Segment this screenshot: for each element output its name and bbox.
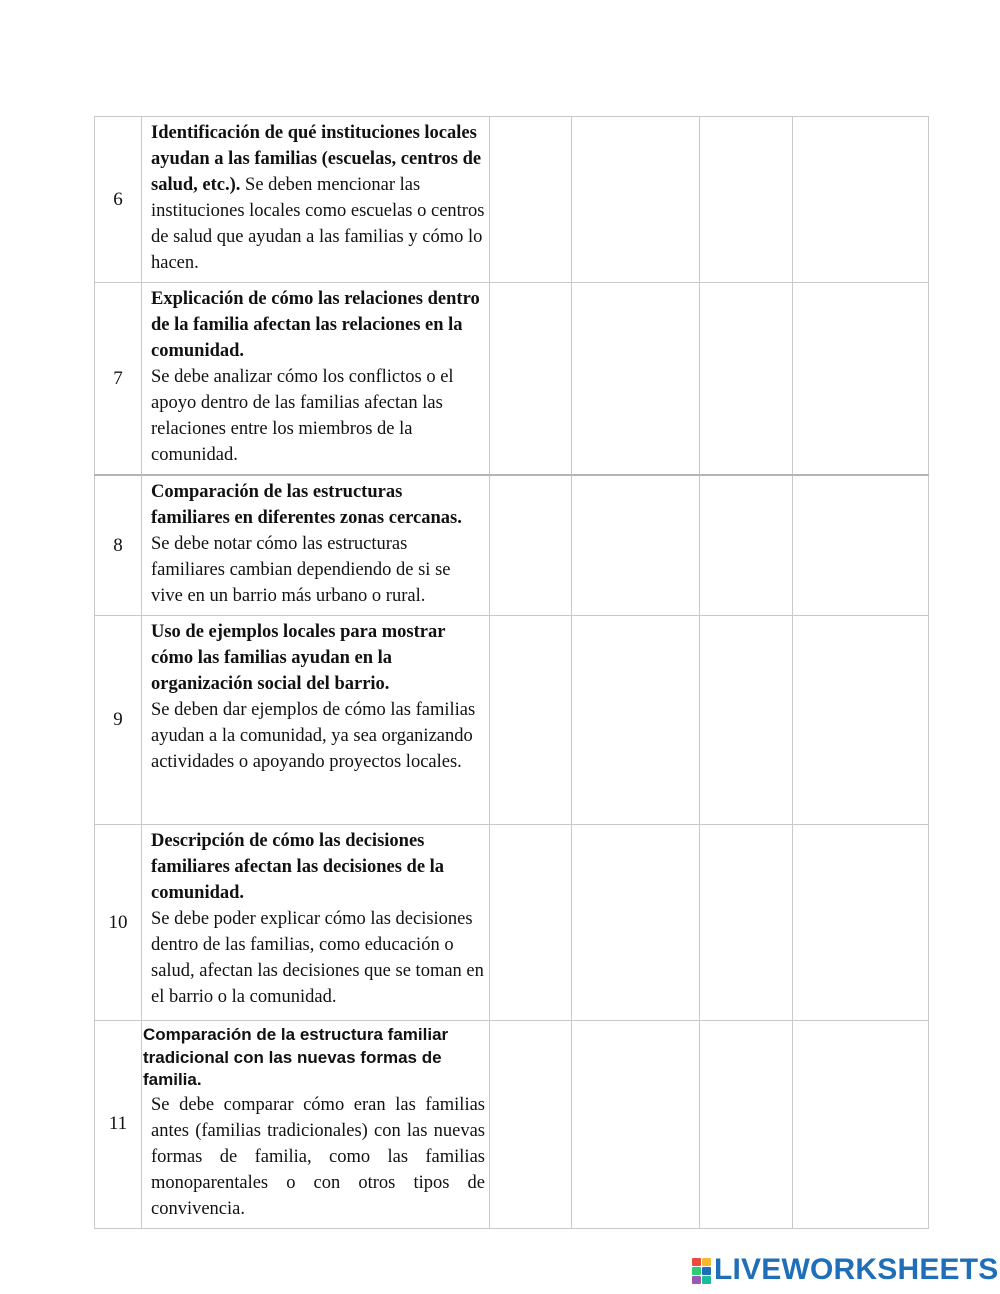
logo-tile (692, 1258, 701, 1266)
table-row (95, 1021, 929, 1229)
score-cell[interactable] (700, 616, 793, 825)
score-cell[interactable] (490, 825, 572, 1021)
table-row (95, 616, 929, 825)
criterion-body: Se debe poder explicar cómo las decisiones dentro de las familias, como educación o salud, afectan las decisiones que se toman en el barrio o la comunidad. (151, 909, 484, 1007)
score-cell[interactable] (490, 616, 572, 825)
criterion-title: Comparación de las estructuras familiares en diferentes zonas cercanas. (151, 482, 462, 528)
criterion-number: 10 (95, 825, 142, 1021)
score-cell[interactable] (700, 283, 793, 476)
criterion-title: Identificación de qué instituciones locales ayudan a las familias (escuelas, centros de salud, etc.). (151, 123, 482, 195)
logo-text: LIVEWORKSHEETS (714, 1253, 999, 1286)
rubric-table (94, 116, 929, 1229)
table-row (95, 475, 929, 616)
score-cell[interactable] (700, 475, 793, 616)
score-cell[interactable] (572, 825, 700, 1021)
criterion-number: 8 (95, 475, 142, 616)
score-cell[interactable] (793, 616, 929, 825)
score-cell[interactable] (700, 825, 793, 1021)
criterion-description (142, 475, 490, 616)
criterion-description (142, 283, 490, 476)
score-cell[interactable] (793, 475, 929, 616)
criterion-description (142, 117, 490, 283)
score-cell[interactable] (490, 475, 572, 616)
score-cell[interactable] (793, 283, 929, 476)
criterion-title: Explicación de cómo las relaciones dentro de la familia afectan las relaciones en la comunidad. (151, 289, 480, 361)
score-cell[interactable] (793, 1021, 929, 1229)
logo-tile (702, 1258, 711, 1266)
criterion-description (142, 1021, 490, 1229)
criterion-number: 9 (95, 616, 142, 825)
criterion-description (142, 616, 490, 825)
score-cell[interactable] (700, 117, 793, 283)
liveworksheets-logo (692, 1253, 999, 1286)
score-cell[interactable] (572, 616, 700, 825)
criterion-title: Comparación de la estructura familiar tradicional con las nuevas formas de familia. (143, 1025, 449, 1089)
score-cell[interactable] (572, 283, 700, 476)
criterion-body: Se deben dar ejemplos de cómo las familias ayudan a la comunidad, ya sea organizando actividades o apoyando proyectos locales. (151, 700, 476, 772)
table-row (95, 825, 929, 1021)
score-cell[interactable] (572, 475, 700, 616)
criterion-title: Descripción de cómo las decisiones familiares afectan las decisiones de la comunidad. (151, 831, 445, 903)
score-cell[interactable] (793, 117, 929, 283)
logo-tile (692, 1276, 701, 1284)
table-row (95, 283, 929, 476)
score-cell[interactable] (793, 825, 929, 1021)
criterion-number: 7 (95, 283, 142, 476)
score-cell[interactable] (490, 1021, 572, 1229)
table-row (95, 117, 929, 283)
score-cell[interactable] (572, 117, 700, 283)
criterion-body: Se deben mencionar las instituciones locales como escuelas o centros de salud que ayudan a las familias y cómo lo hacen. (151, 175, 485, 273)
score-cell[interactable] (490, 283, 572, 476)
rubric-sheet (94, 116, 929, 1229)
criterion-body: Se debe analizar cómo los conflictos o el apoyo dentro de las familias afectan las relaciones entre los miembros de la comunidad. (151, 367, 454, 465)
criterion-body: Se debe comparar cómo eran las familias antes (familias tradicionales) con las nuevas formas de familia, como las familias monoparentales o con otros tipos de convivencia. (151, 1094, 485, 1219)
logo-tile (702, 1267, 711, 1275)
score-cell[interactable] (490, 117, 572, 283)
score-cell[interactable] (572, 1021, 700, 1229)
criterion-description (142, 825, 490, 1021)
criterion-body: Se debe notar cómo las estructuras familiares cambian dependiendo de si se vive en un barrio más urbano o rural. (151, 534, 451, 606)
logo-tile (692, 1267, 701, 1275)
logo-tile (702, 1276, 711, 1284)
liveworksheets-logo-icon (692, 1258, 710, 1282)
criterion-title: Uso de ejemplos locales para mostrar cómo las familias ayudan en la organización social del barrio. (151, 622, 446, 694)
criterion-number: 6 (95, 117, 142, 283)
score-cell[interactable] (700, 1021, 793, 1229)
criterion-number: 11 (95, 1021, 142, 1229)
